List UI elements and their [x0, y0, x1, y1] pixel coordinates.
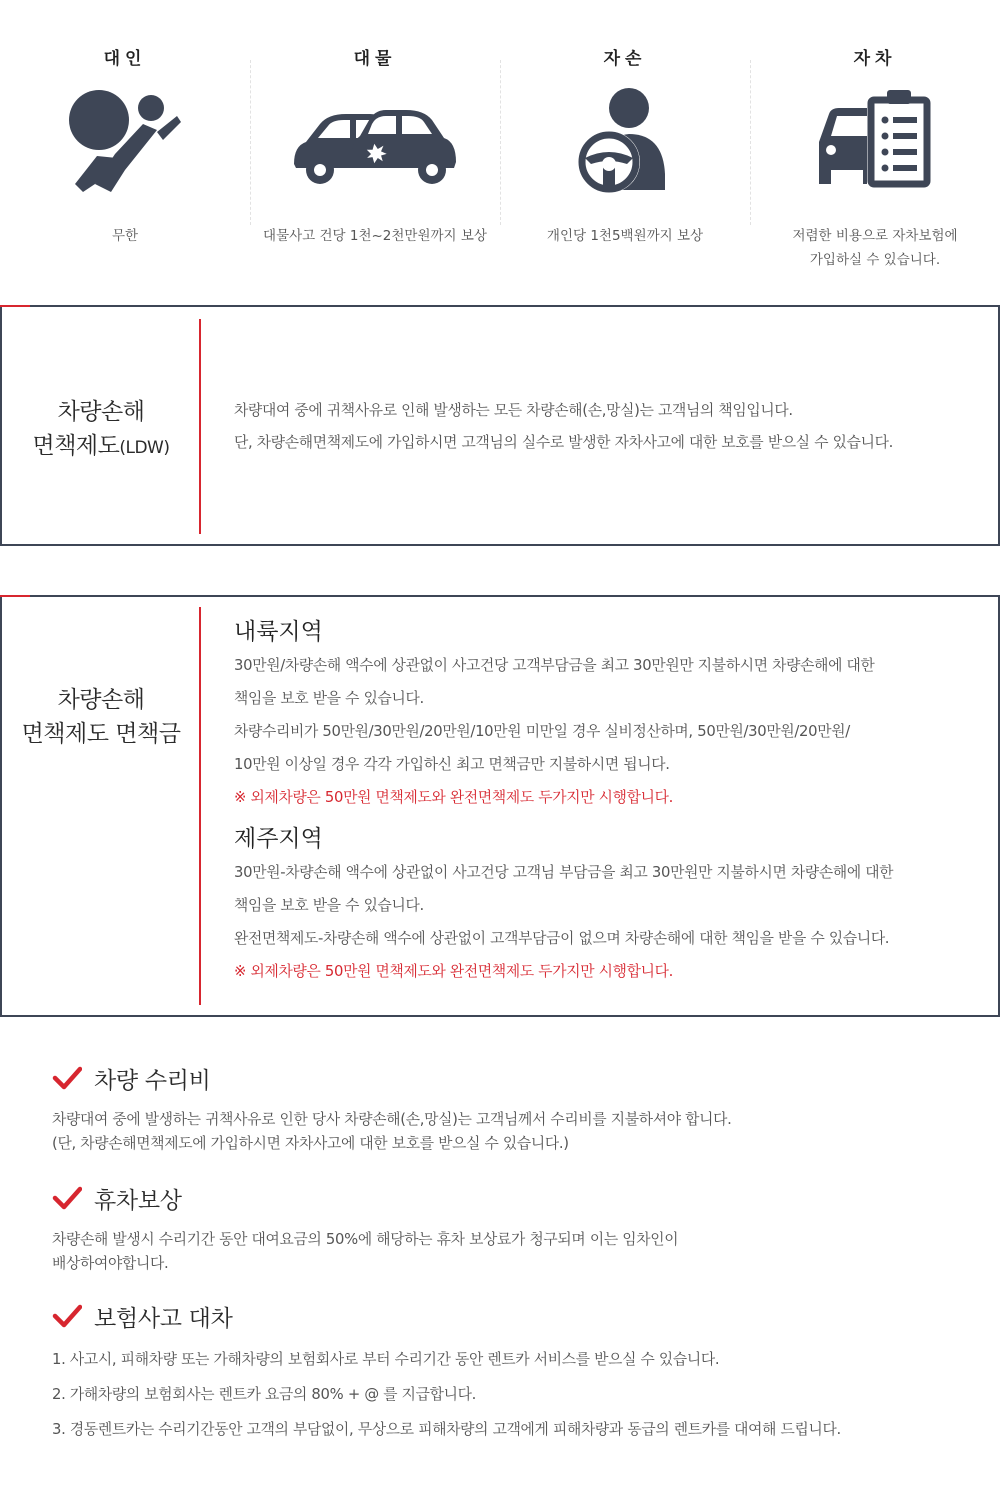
list-item: 3. 경동렌트카는 수리기간동안 고객의 부담없이, 무상으로 피해차량의 고객에게 피해차량과 동급의 렌트카를 대여해 드립니다. [52, 1421, 841, 1438]
note-body [52, 1228, 952, 1276]
ldw-label-line [2, 429, 200, 465]
region-line: 차량수리비가 50만원/30만원/20만원/10만원 미만일 경우 실비정산하며, 50만원/30만원/20만원/ [234, 723, 850, 740]
checkmark-icon [52, 1066, 82, 1090]
coverage-title: 자손 [603, 49, 647, 69]
region-line: 책임을 보호 받을 수 있습니다. [234, 897, 424, 914]
ldw-divider [199, 319, 201, 534]
ldw-label-line: 차량손해 [57, 399, 145, 425]
coverage-desc-line: 가입하실 수 있습니다. [809, 252, 941, 268]
note-line: 차량대여 중에 발생하는 귀책사유로 인한 당사 차량손해(손,망실)는 고객님께서 수리비를 지불하셔야 합니다. [52, 1111, 732, 1128]
foreign-car-warning: ※ 외제차량은 50만원 면책제도와 완전면책제도 두가지만 시행합니다. [234, 789, 673, 806]
note-title: 보험사고 대차 [94, 1305, 233, 1332]
coverage-title: 대인 [103, 49, 147, 69]
ldw-description [234, 395, 978, 459]
list-item: 2. 가해차량의 보험회사는 렌트카 요금의 80% + @ 를 지급합니다. [52, 1386, 477, 1403]
foreign-car-warning: ※ 외제차량은 50만원 면책제도와 완전면책제도 두가지만 시행합니다. [234, 963, 673, 980]
checkmark-icon [52, 1304, 82, 1328]
coverage-personal-injury [500, 0, 750, 290]
coverage-own-vehicle [750, 0, 1000, 290]
coverage-desc: 무한 [111, 228, 139, 244]
region-line: 책임을 보호 받을 수 있습니다. [234, 690, 424, 707]
region-title-jeju: 제주지역 [234, 826, 323, 852]
list-item: 1. 사고시, 피해차량 또는 가해차량의 보험회사로 부터 수리기간 동안 렌트카 서비스를 받으실 수 있습니다. [52, 1351, 720, 1368]
deductible-label-line: 차량손해 [57, 687, 145, 713]
note-list [52, 1342, 952, 1447]
region-line: 30만원-차량손해 액수에 상관없이 사고건당 고객님 부담금을 최고 30만원만 지불하시면 차량손해에 대한 [234, 864, 894, 881]
deductible-label [2, 683, 200, 751]
ldw-line: 차량대여 중에 귀책사유로 인해 발생하는 모든 차량손해(손,망실)는 고객님의 책임입니다. [234, 402, 793, 419]
region-line: 완전면책제도-차량손해 액수에 상관없이 고객부담금이 없으며 차량손해에 대한 책임을 받을 수 있습니다. [234, 930, 890, 947]
deductible-description [234, 615, 978, 988]
note-repair-cost [52, 1060, 952, 1156]
checkmark-icon [52, 1186, 82, 1210]
coverage-bodily-injury [0, 0, 250, 290]
coverage-desc: 개인당 1천5백원까지 보상 [546, 228, 704, 244]
note-heading [52, 1298, 952, 1334]
note-heading [52, 1060, 952, 1096]
region-title-mainland: 내륙지역 [234, 619, 323, 645]
region-line: 30만원/차량손해 액수에 상관없이 사고건당 고객부담금을 최고 30만원만 지불하시면 차량손해에 대한 [234, 657, 875, 674]
ldw-label [2, 395, 200, 465]
note-line: 배상하여야합니다. [52, 1255, 169, 1272]
coverage-desc [760, 224, 990, 272]
coverage-property-damage [250, 0, 500, 290]
ldw-label-suffix: (LDW) [119, 438, 170, 458]
car-collision-icon [289, 84, 461, 194]
deductible-box [0, 595, 1000, 1017]
note-insurance-replacement [52, 1298, 952, 1447]
car-clipboard-icon [815, 84, 935, 194]
ldw-box [0, 305, 1000, 546]
deductible-label-line: 면책제도 면책금 [21, 721, 181, 747]
note-downtime-compensation [52, 1180, 952, 1276]
note-line: (단, 차량손해면책제도에 가입하시면 자차사고에 대한 보호를 받으실 수 있습니다.) [52, 1135, 569, 1152]
ldw-line: 단, 차량손해면책제도에 가입하시면 고객님의 실수로 발생한 자차사고에 대한 보호를 받으실 수 있습니다. [234, 434, 893, 451]
note-heading [52, 1180, 952, 1216]
airbag-person-icon [65, 84, 185, 194]
note-line: 차량손해 발생시 수리기간 동안 대여요금의 50%에 해당하는 휴차 보상료가 청구되며 이는 임차인이 [52, 1231, 679, 1248]
coverage-title: 자차 [853, 49, 897, 69]
ldw-label-main: 면책제도 [32, 433, 120, 459]
coverage-title: 대물 [353, 49, 397, 69]
coverage-section [0, 0, 1000, 290]
driver-steering-wheel-icon [565, 84, 685, 194]
note-title: 휴차보상 [94, 1187, 182, 1214]
coverage-desc: 대물사고 건당 1천~2천만원까지 보상 [263, 228, 487, 244]
region-line: 10만원 이상일 경우 각각 가입하신 최고 면책금만 지불하시면 됩니다. [234, 756, 670, 773]
deductible-divider [199, 607, 201, 1005]
note-body [52, 1108, 952, 1156]
coverage-desc-line: 저렴한 비용으로 자차보험에 [792, 228, 958, 244]
note-title: 차량 수리비 [94, 1067, 211, 1094]
